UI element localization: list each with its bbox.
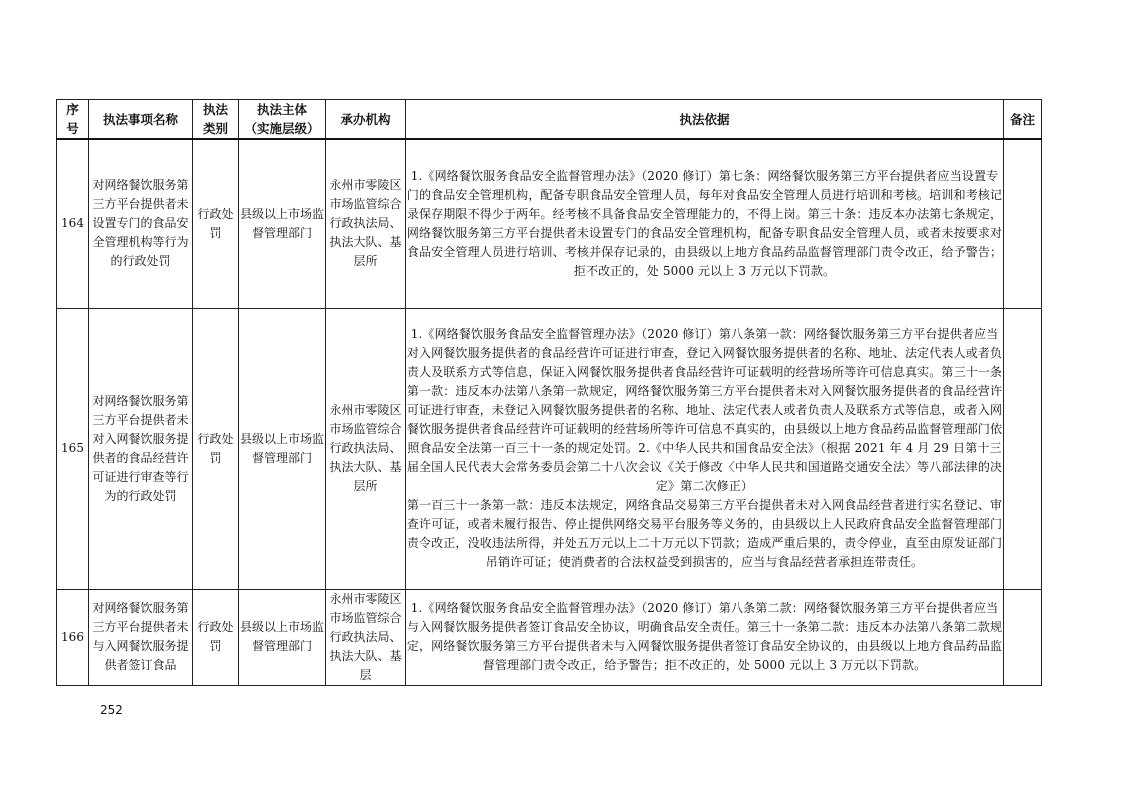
row-name: 对网络餐饮服务第三方平台提供者未与入网餐饮服务提供者签订食品	[89, 589, 193, 685]
row-subject: 县级以上市场监督管理部门	[239, 589, 326, 685]
enforcement-table	[56, 99, 1042, 686]
header-name: 执法事项名称	[89, 100, 193, 140]
basis-paragraph: 1.《网络餐饮服务食品安全监督管理办法》（2020 修订）第八条第二款：网络餐饮服务第三方平台提供者应当与入网餐饮服务提供者签订食品安全协议，明确食品安全责任。第三十一条第二款：违反本办法第八条第二款规定，网络餐饮服务第三方平台提供者未与入网餐饮服务提供者签订食品安全协议的，由县级以上地方食品药品监督管理部门责令改正，给予警告；拒不改正的，处 5000 元以上 3 万元以下罚款。	[406, 601, 1003, 672]
row-agency: 永州市零陵区市场监管综合行政执法局、执法大队、基层	[326, 589, 406, 685]
row-subject: 县级以上市场监督管理部门	[239, 308, 326, 589]
table-row	[57, 139, 1042, 308]
row-remark	[1004, 139, 1042, 308]
page-number: 252	[100, 703, 123, 717]
basis-paragraph: 1.《网络餐饮服务食品安全监督管理办法》（2020 修订）第七条：网络餐饮服务第三方平台提供者应当设置专门的食品安全管理机构，配备专职食品安全管理人员，每年对食品安全管理人员进行培训和考核。培训和考核记录保存期限不得少于两年。经考核不具备食品安全管理能力的，不得上岗。第三十条：违反本办法第七条规定，网络餐饮服务第三方平台提供者未设置专门的食品安全管理机构，配备专职食品安全管理人员，或者未按要求对食品安全管理人员进行培训、考核并保存记录的，由县级以上地方食品药品监督管理部门责令改正，给予警告；拒不改正的，处 5000 元以上 3 万元以下罚款。	[406, 168, 1003, 278]
row-subject: 县级以上市场监督管理部门	[239, 139, 326, 308]
table-header-row	[57, 100, 1042, 140]
row-category: 行政处罚	[193, 589, 239, 685]
row-category: 行政处罚	[193, 308, 239, 589]
row-agency: 永州市零陵区市场监管综合行政执法局、执法大队、基层所	[326, 139, 406, 308]
row-name: 对网络餐饮服务第三方平台提供者未对入网餐饮服务提供者的食品经营许可证进行审查等行为的行政处罚	[89, 308, 193, 589]
row-name: 对网络餐饮服务第三方平台提供者未设置专门的食品安全管理机构等行为的行政处罚	[89, 139, 193, 308]
header-agency: 承办机构	[326, 100, 406, 140]
row-basis	[406, 139, 1004, 308]
header-subject: 执法主体 （实施层级）	[239, 100, 326, 140]
header-seq: 序 号	[57, 100, 89, 140]
basis-paragraph: 第一百三十一条第一款：违反本法规定，网络食品交易第三方平台提供者未对入网食品经营者进行实名登记、审查许可证，或者未履行报告、停止提供网络交易平台服务等义务的，由县级以上人民政府食品安全监督管理部门责令改正，没收违法所得，并处五万元以上二十万元以下罚款；造成严重后果的，责令停业，直至由原发证部门吊销许可证；使消费者的合法权益受到损害的，应当与食品经营者承担连带责任。	[406, 498, 1003, 569]
header-category: 执法 类别	[193, 100, 239, 140]
row-remark	[1004, 308, 1042, 589]
basis-paragraph: 1.《网络餐饮服务食品安全监督管理办法》（2020 修订）第八条第一款：网络餐饮服务第三方平台提供者应当对入网餐饮服务提供者的食品经营许可证进行审查，登记入网餐饮服务提供者的名称、地址、法定代表人或者负责人及联系方式等信息，保证入网餐饮服务提供者食品经营许可证载明的经营场所等许可信息真实。第三十一条第一款：违反本办法第八条第一款规定，网络餐饮服务第三方平台提供者未对入网餐饮服务提供者的食品经营许可证进行审查，未登记入网餐饮服务提供者的名称、地址、法定代表人或者负责人及联系方式等信息，或者入网餐饮服务提供者食品经营许可证载明的经营场所等许可信息不真实的，由县级以上地方食品药品监督管理部门依照食品安全法第一百三十一条的规定处罚。2.《中华人民共和国食品安全法》（根据 2021 年 4 月 29 日第十三届全国人民代表大会常务委员会第二十八次会议《关于修改〈中华人民共和国道路交通安全法〉等八部法律的决定》第二次修正）	[406, 327, 1003, 493]
row-seq: 164	[57, 139, 89, 308]
row-basis	[406, 308, 1004, 589]
header-remark: 备注	[1004, 100, 1042, 140]
row-category: 行政处罚	[193, 139, 239, 308]
header-basis: 执法依据	[406, 100, 1004, 140]
row-seq: 165	[57, 308, 89, 589]
table-row	[57, 589, 1042, 685]
table-row	[57, 308, 1042, 589]
row-agency: 永州市零陵区市场监管综合行政执法局、执法大队、基层所	[326, 308, 406, 589]
row-basis	[406, 589, 1004, 685]
row-remark	[1004, 589, 1042, 685]
row-seq: 166	[57, 589, 89, 685]
